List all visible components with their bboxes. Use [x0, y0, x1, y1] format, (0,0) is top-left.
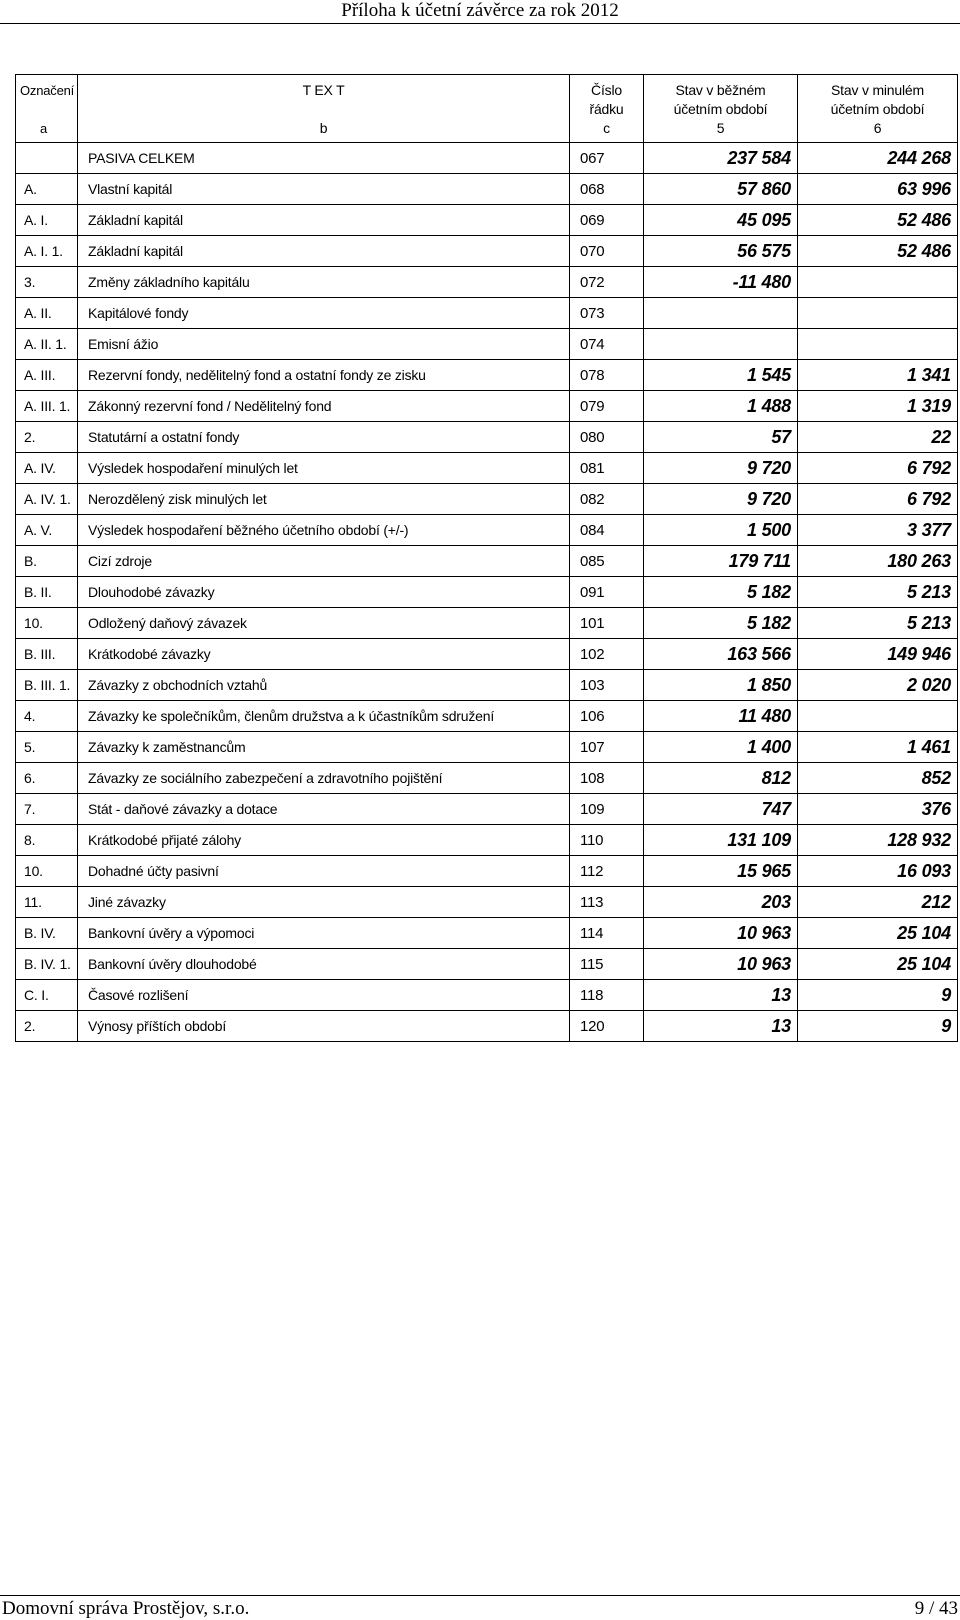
- row-label: Statutární a ostatní fondy: [78, 422, 570, 453]
- current-value: 5 182: [644, 577, 798, 608]
- row-mark: 8.: [16, 825, 78, 856]
- current-value: 1 400: [644, 732, 798, 763]
- table-row: [16, 267, 958, 298]
- previous-value: 25 104: [798, 918, 958, 949]
- previous-value: 244 268: [798, 143, 958, 174]
- row-label: Cizí zdroje: [78, 546, 570, 577]
- row-label: Závazky ze sociálního zabezpečení a zdravotního pojištění: [78, 763, 570, 794]
- previous-value: 1 461: [798, 732, 958, 763]
- row-number: 069: [570, 205, 644, 236]
- row-mark: B.: [16, 546, 78, 577]
- row-number: 084: [570, 515, 644, 546]
- table-row: [16, 577, 958, 608]
- current-value: 1 545: [644, 360, 798, 391]
- row-mark: A. III.: [16, 360, 78, 391]
- table-row: [16, 143, 958, 174]
- current-value: 9 720: [644, 453, 798, 484]
- row-number: 082: [570, 484, 644, 515]
- table-row: [16, 174, 958, 205]
- row-mark: 2.: [16, 422, 78, 453]
- row-number: 101: [570, 608, 644, 639]
- row-label: Bankovní úvěry a výpomoci: [78, 918, 570, 949]
- row-mark: 7.: [16, 794, 78, 825]
- row-number: 103: [570, 670, 644, 701]
- table-row: [16, 515, 958, 546]
- row-mark: 6.: [16, 763, 78, 794]
- row-number: 115: [570, 949, 644, 980]
- header-previous-period: Stav v minulém účetním období 6: [798, 75, 958, 143]
- row-number: 107: [570, 732, 644, 763]
- current-value: 57: [644, 422, 798, 453]
- row-number: 120: [570, 1011, 644, 1042]
- current-value: -11 480: [644, 267, 798, 298]
- row-mark: 10.: [16, 856, 78, 887]
- current-value: 11 480: [644, 701, 798, 732]
- current-value: 56 575: [644, 236, 798, 267]
- header-mark: Označení a: [16, 75, 78, 143]
- row-mark: A. III. 1.: [16, 391, 78, 422]
- row-mark: A. I. 1.: [16, 236, 78, 267]
- table-row: [16, 825, 958, 856]
- previous-value: 3 377: [798, 515, 958, 546]
- table-row: [16, 794, 958, 825]
- row-number: 106: [570, 701, 644, 732]
- row-mark: B. IV. 1.: [16, 949, 78, 980]
- row-label: Dohadné účty pasivní: [78, 856, 570, 887]
- previous-value: 52 486: [798, 236, 958, 267]
- row-label: Závazky z obchodních vztahů: [78, 670, 570, 701]
- previous-value: 852: [798, 763, 958, 794]
- row-number: 081: [570, 453, 644, 484]
- previous-value: 5 213: [798, 608, 958, 639]
- row-number: 091: [570, 577, 644, 608]
- row-number: 073: [570, 298, 644, 329]
- page-header: [0, 0, 960, 24]
- row-mark: A.: [16, 174, 78, 205]
- row-label: Vlastní kapitál: [78, 174, 570, 205]
- row-number: 078: [570, 360, 644, 391]
- row-label: Nerozdělený zisk minulých let: [78, 484, 570, 515]
- row-number: 067: [570, 143, 644, 174]
- current-value: 9 720: [644, 484, 798, 515]
- previous-value: 1 341: [798, 360, 958, 391]
- table-row: [16, 236, 958, 267]
- row-mark: B. IV.: [16, 918, 78, 949]
- previous-value: 212: [798, 887, 958, 918]
- previous-value: [798, 701, 958, 732]
- current-value: [644, 298, 798, 329]
- footer-page-number: 9 / 43: [914, 1598, 958, 1619]
- row-label: Bankovní úvěry dlouhodobé: [78, 949, 570, 980]
- row-label: Stát - daňové závazky a dotace: [78, 794, 570, 825]
- row-label: Emisní ážio: [78, 329, 570, 360]
- previous-value: [798, 267, 958, 298]
- row-mark: A. I.: [16, 205, 78, 236]
- row-label: Závazky ke společníkům, členům družstva a k účastníkům sdružení: [78, 701, 570, 732]
- row-label: Rezervní fondy, nedělitelný fond a ostatní fondy ze zisku: [78, 360, 570, 391]
- current-value: [644, 329, 798, 360]
- row-number: 114: [570, 918, 644, 949]
- current-value: 812: [644, 763, 798, 794]
- current-value: 203: [644, 887, 798, 918]
- previous-value: [798, 298, 958, 329]
- current-value: 131 109: [644, 825, 798, 856]
- current-value: 57 860: [644, 174, 798, 205]
- previous-value: 52 486: [798, 205, 958, 236]
- row-mark: A. V.: [16, 515, 78, 546]
- row-mark: 4.: [16, 701, 78, 732]
- current-value: 13: [644, 1011, 798, 1042]
- row-label: Závazky k zaměstnancům: [78, 732, 570, 763]
- table-row: [16, 670, 958, 701]
- row-label: Dlouhodobé závazky: [78, 577, 570, 608]
- row-mark: B. III.: [16, 639, 78, 670]
- row-label: Kapitálové fondy: [78, 298, 570, 329]
- previous-value: 16 093: [798, 856, 958, 887]
- previous-value: 63 996: [798, 174, 958, 205]
- table-row: [16, 422, 958, 453]
- table-row: [16, 980, 958, 1011]
- row-mark: 3.: [16, 267, 78, 298]
- row-mark: A. IV.: [16, 453, 78, 484]
- row-number: 079: [570, 391, 644, 422]
- footer-divider: [0, 1595, 960, 1596]
- previous-value: 1 319: [798, 391, 958, 422]
- row-mark: 11.: [16, 887, 78, 918]
- table-header-row: [16, 75, 958, 143]
- row-number: 068: [570, 174, 644, 205]
- row-label: Výnosy příštích období: [78, 1011, 570, 1042]
- table-row: [16, 1011, 958, 1042]
- table-row: [16, 887, 958, 918]
- previous-value: 6 792: [798, 453, 958, 484]
- row-label: Výsledek hospodaření běžného účetního období (+/-): [78, 515, 570, 546]
- header-current-period: Stav v běžném účetním období 5: [644, 75, 798, 143]
- row-number: 070: [570, 236, 644, 267]
- table-row: [16, 918, 958, 949]
- row-label: Jiné závazky: [78, 887, 570, 918]
- row-number: 108: [570, 763, 644, 794]
- current-value: 15 965: [644, 856, 798, 887]
- table-row: [16, 484, 958, 515]
- previous-value: 6 792: [798, 484, 958, 515]
- current-value: 1 500: [644, 515, 798, 546]
- row-mark: 10.: [16, 608, 78, 639]
- row-label: Zákonný rezervní fond / Nedělitelný fond: [78, 391, 570, 422]
- previous-value: 9: [798, 980, 958, 1011]
- row-number: 110: [570, 825, 644, 856]
- row-label: Základní kapitál: [78, 236, 570, 267]
- row-number: 072: [570, 267, 644, 298]
- table-row: [16, 949, 958, 980]
- current-value: 163 566: [644, 639, 798, 670]
- row-number: 112: [570, 856, 644, 887]
- row-mark: 5.: [16, 732, 78, 763]
- balance-sheet-liabilities-table: [15, 74, 958, 1042]
- row-label: Časové rozlišení: [78, 980, 570, 1011]
- row-number: 074: [570, 329, 644, 360]
- row-number: 118: [570, 980, 644, 1011]
- table-row: [16, 856, 958, 887]
- previous-value: 25 104: [798, 949, 958, 980]
- table-row: [16, 205, 958, 236]
- row-label: Krátkodobé přijaté zálohy: [78, 825, 570, 856]
- current-value: 237 584: [644, 143, 798, 174]
- footer-company: Domovní správa Prostějov, s.r.o.: [2, 1598, 250, 1619]
- table-row: [16, 453, 958, 484]
- current-value: 1 488: [644, 391, 798, 422]
- row-mark: A. II. 1.: [16, 329, 78, 360]
- row-label: Základní kapitál: [78, 205, 570, 236]
- row-label: Odložený daňový závazek: [78, 608, 570, 639]
- row-number: 080: [570, 422, 644, 453]
- previous-value: 22: [798, 422, 958, 453]
- row-number: 113: [570, 887, 644, 918]
- row-mark: 2.: [16, 1011, 78, 1042]
- current-value: 45 095: [644, 205, 798, 236]
- table-row: [16, 763, 958, 794]
- table-row: [16, 701, 958, 732]
- row-number: 102: [570, 639, 644, 670]
- previous-value: 5 213: [798, 577, 958, 608]
- current-value: 10 963: [644, 918, 798, 949]
- table-row: [16, 298, 958, 329]
- current-value: 13: [644, 980, 798, 1011]
- header-text: T EX T b: [78, 75, 570, 143]
- row-number: 109: [570, 794, 644, 825]
- table-row: [16, 608, 958, 639]
- table-row: [16, 546, 958, 577]
- previous-value: 376: [798, 794, 958, 825]
- row-mark: A. II.: [16, 298, 78, 329]
- row-mark: B. III. 1.: [16, 670, 78, 701]
- current-value: 179 711: [644, 546, 798, 577]
- row-label: Změny základního kapitálu: [78, 267, 570, 298]
- row-label: Krátkodobé závazky: [78, 639, 570, 670]
- header-divider: [0, 23, 960, 24]
- current-value: 5 182: [644, 608, 798, 639]
- row-mark: B. II.: [16, 577, 78, 608]
- previous-value: [798, 329, 958, 360]
- previous-value: 9: [798, 1011, 958, 1042]
- row-mark: C. I.: [16, 980, 78, 1011]
- current-value: 1 850: [644, 670, 798, 701]
- row-label: Výsledek hospodaření minulých let: [78, 453, 570, 484]
- table-row: [16, 360, 958, 391]
- current-value: 747: [644, 794, 798, 825]
- current-value: 10 963: [644, 949, 798, 980]
- table-row: [16, 639, 958, 670]
- row-number: 085: [570, 546, 644, 577]
- row-mark: A. IV. 1.: [16, 484, 78, 515]
- header-row-number: Číslo řádku c: [570, 75, 644, 143]
- row-mark: [16, 143, 78, 174]
- previous-value: 2 020: [798, 670, 958, 701]
- previous-value: 128 932: [798, 825, 958, 856]
- previous-value: 149 946: [798, 639, 958, 670]
- table-row: [16, 329, 958, 360]
- page-title: Příloha k účetní závěrce za rok 2012: [341, 0, 619, 21]
- previous-value: 180 263: [798, 546, 958, 577]
- table-row: [16, 391, 958, 422]
- table-row: [16, 732, 958, 763]
- row-label: PASIVA CELKEM: [78, 143, 570, 174]
